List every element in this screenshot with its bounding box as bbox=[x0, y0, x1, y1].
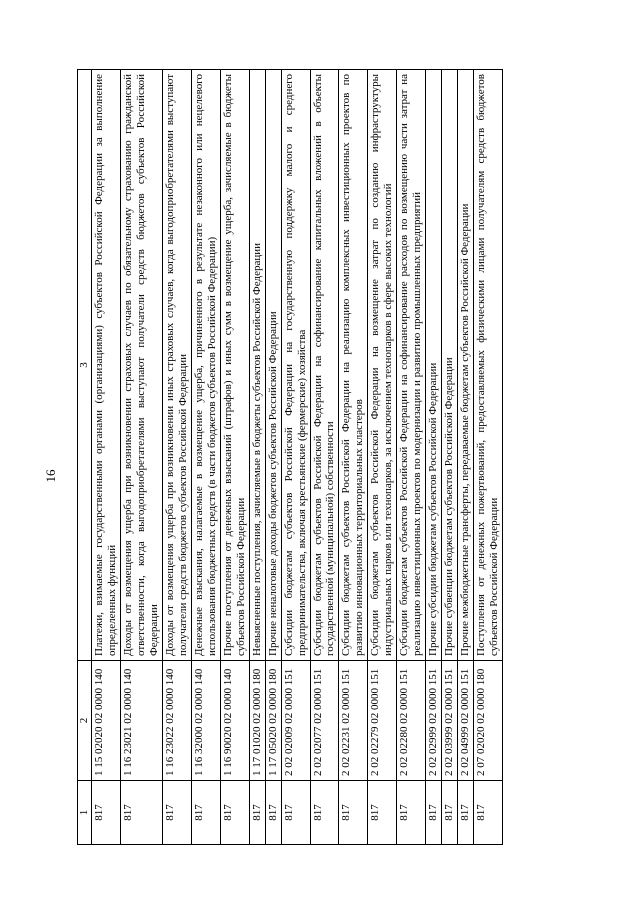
table-row bbox=[458, 70, 474, 845]
budget-code-cell: 2 02 02999 02 0000 151 bbox=[426, 661, 442, 781]
budget-code-cell: 2 02 03999 02 0000 151 bbox=[442, 661, 458, 781]
admin-code-cell: 817 bbox=[265, 781, 281, 845]
revenue-codes-table bbox=[77, 69, 503, 845]
budget-code-cell: 2 02 02231 02 0000 151 bbox=[339, 661, 368, 781]
admin-code-cell: 817 bbox=[426, 781, 442, 845]
description-cell: Субсидии бюджетам субъектов Российской Федерации на реализацию комплексных инвестиционных проектов по развитию инновационных территориальных кластеров bbox=[339, 70, 368, 661]
description-cell: Доходы от возмещения ущерба при возникновении иных страховых случаев, когда выгодоприобретателями выступают получатели средств бюджетов субъектов Российской Федерации bbox=[162, 70, 191, 661]
table-row bbox=[368, 70, 397, 845]
admin-code-cell: 817 bbox=[162, 781, 191, 845]
description-cell: Невыясненные поступления, зачисляемые в бюджеты субъектов Российской Федерации bbox=[249, 70, 265, 661]
budget-code-cell: 1 17 01020 02 0000 180 bbox=[249, 661, 265, 781]
admin-code-cell: 817 bbox=[220, 781, 249, 845]
admin-code-cell: 817 bbox=[474, 781, 503, 845]
table-row bbox=[281, 70, 310, 845]
table-row bbox=[339, 70, 368, 845]
table-row bbox=[310, 70, 339, 845]
budget-code-cell: 1 15 02020 02 0000 140 bbox=[91, 661, 120, 781]
description-cell: Субсидии бюджетам субъектов Российской Федерации на софинансирование капитальных вложений в объекты государственной (муниципальной) собственности bbox=[310, 70, 339, 661]
table-row bbox=[474, 70, 503, 845]
budget-code-cell: 2 02 04999 02 0000 151 bbox=[458, 661, 474, 781]
admin-code-cell: 817 bbox=[249, 781, 265, 845]
rotated-table-container bbox=[77, 70, 603, 845]
admin-code-cell: 817 bbox=[339, 781, 368, 845]
description-cell: Платежи, взимаемые государственными органами (организациями) субъектов Российской Федерации за выполнение определенных функций bbox=[91, 70, 120, 661]
budget-code-cell: 1 16 32000 02 0000 140 bbox=[191, 661, 220, 781]
admin-code-cell: 817 bbox=[397, 781, 426, 845]
table-row bbox=[442, 70, 458, 845]
admin-code-cell: 817 bbox=[120, 781, 162, 845]
admin-code-cell: 817 bbox=[281, 781, 310, 845]
column-header: 3 bbox=[78, 70, 92, 661]
table-row bbox=[249, 70, 265, 845]
budget-code-cell: 1 16 23022 02 0000 140 bbox=[162, 661, 191, 781]
table-header-row bbox=[78, 70, 92, 845]
budget-code-cell: 1 16 90020 02 0000 140 bbox=[220, 661, 249, 781]
budget-code-cell: 2 02 02280 02 0000 151 bbox=[397, 661, 426, 781]
budget-code-cell: 2 02 02077 02 0000 151 bbox=[310, 661, 339, 781]
budget-code-cell: 2 02 02279 02 0000 151 bbox=[368, 661, 397, 781]
table-row bbox=[120, 70, 162, 845]
description-cell: Доходы от возмещения ущерба при возникновении страховых случаев по обязательному страхованию гражданской ответственности, когда выгодоприобретателями выступают получатели средств бюджетов субъектов Российской Федерации bbox=[120, 70, 162, 661]
admin-code-cell: 817 bbox=[191, 781, 220, 845]
description-cell: Субсидии бюджетам субъектов Российской Федерации на софинансирование расходов по возмещению части затрат на реализацию инвестиционных проектов по модернизации и развитию промышленных предприятий bbox=[397, 70, 426, 661]
table-row bbox=[91, 70, 120, 845]
column-header: 1 bbox=[78, 781, 92, 845]
budget-code-cell: 1 16 23021 02 0000 140 bbox=[120, 661, 162, 781]
table-body bbox=[91, 70, 502, 845]
description-cell: Прочие межбюджетные трансферты, передаваемые бюджетам субъектов Российской Федерации bbox=[458, 70, 474, 661]
table-row bbox=[191, 70, 220, 845]
table-row bbox=[426, 70, 442, 845]
budget-code-cell: 2 02 02009 02 0000 151 bbox=[281, 661, 310, 781]
description-cell: Субсидии бюджетам субъектов Российской Федерации на государственную поддержку малого и среднего предпринимательства, включая крестьянские (фермерские) хозяйства bbox=[281, 70, 310, 661]
admin-code-cell: 817 bbox=[310, 781, 339, 845]
description-cell: Прочие поступления от денежных взысканий (штрафов) и иных сумм в возмещение ущерба, зачисляемые в бюджеты субъектов Российской Федерации bbox=[220, 70, 249, 661]
description-cell: Денежные взыскания, налагаемые в возмещение ущерба, причиненного в результате незаконного или нецелевого использования бюджетных средств (в части бюджетов субъектов Российской Федерации) bbox=[191, 70, 220, 661]
table-row bbox=[397, 70, 426, 845]
column-header: 2 bbox=[78, 661, 92, 781]
budget-code-cell: 1 17 05020 02 0000 180 bbox=[265, 661, 281, 781]
description-cell: Субсидии бюджетам субъектов Российской Федерации на возмещение затрат по созданию инфраструктуры индустриальных парков или технопарков, за исключением технопарков в сфере высоких технологий bbox=[368, 70, 397, 661]
description-cell: Поступления от денежных пожертвований, предоставляемых физическими лицами получателям средств бюджетов субъектов Российской Федерации bbox=[474, 70, 503, 661]
table-row bbox=[220, 70, 249, 845]
table-row bbox=[265, 70, 281, 845]
admin-code-cell: 817 bbox=[458, 781, 474, 845]
table-row bbox=[162, 70, 191, 845]
admin-code-cell: 817 bbox=[442, 781, 458, 845]
budget-code-cell: 2 07 02020 02 0000 180 bbox=[474, 661, 503, 781]
description-cell: Прочие субвенции бюджетам субъектов Российской Федерации bbox=[442, 70, 458, 661]
page-number: 16 bbox=[43, 469, 58, 483]
admin-code-cell: 817 bbox=[368, 781, 397, 845]
description-cell: Прочие неналоговые доходы бюджетов субъектов Российской Федерации bbox=[265, 70, 281, 661]
admin-code-cell: 817 bbox=[91, 781, 120, 845]
description-cell: Прочие субсидии бюджетам субъектов Российской Федерации bbox=[426, 70, 442, 661]
